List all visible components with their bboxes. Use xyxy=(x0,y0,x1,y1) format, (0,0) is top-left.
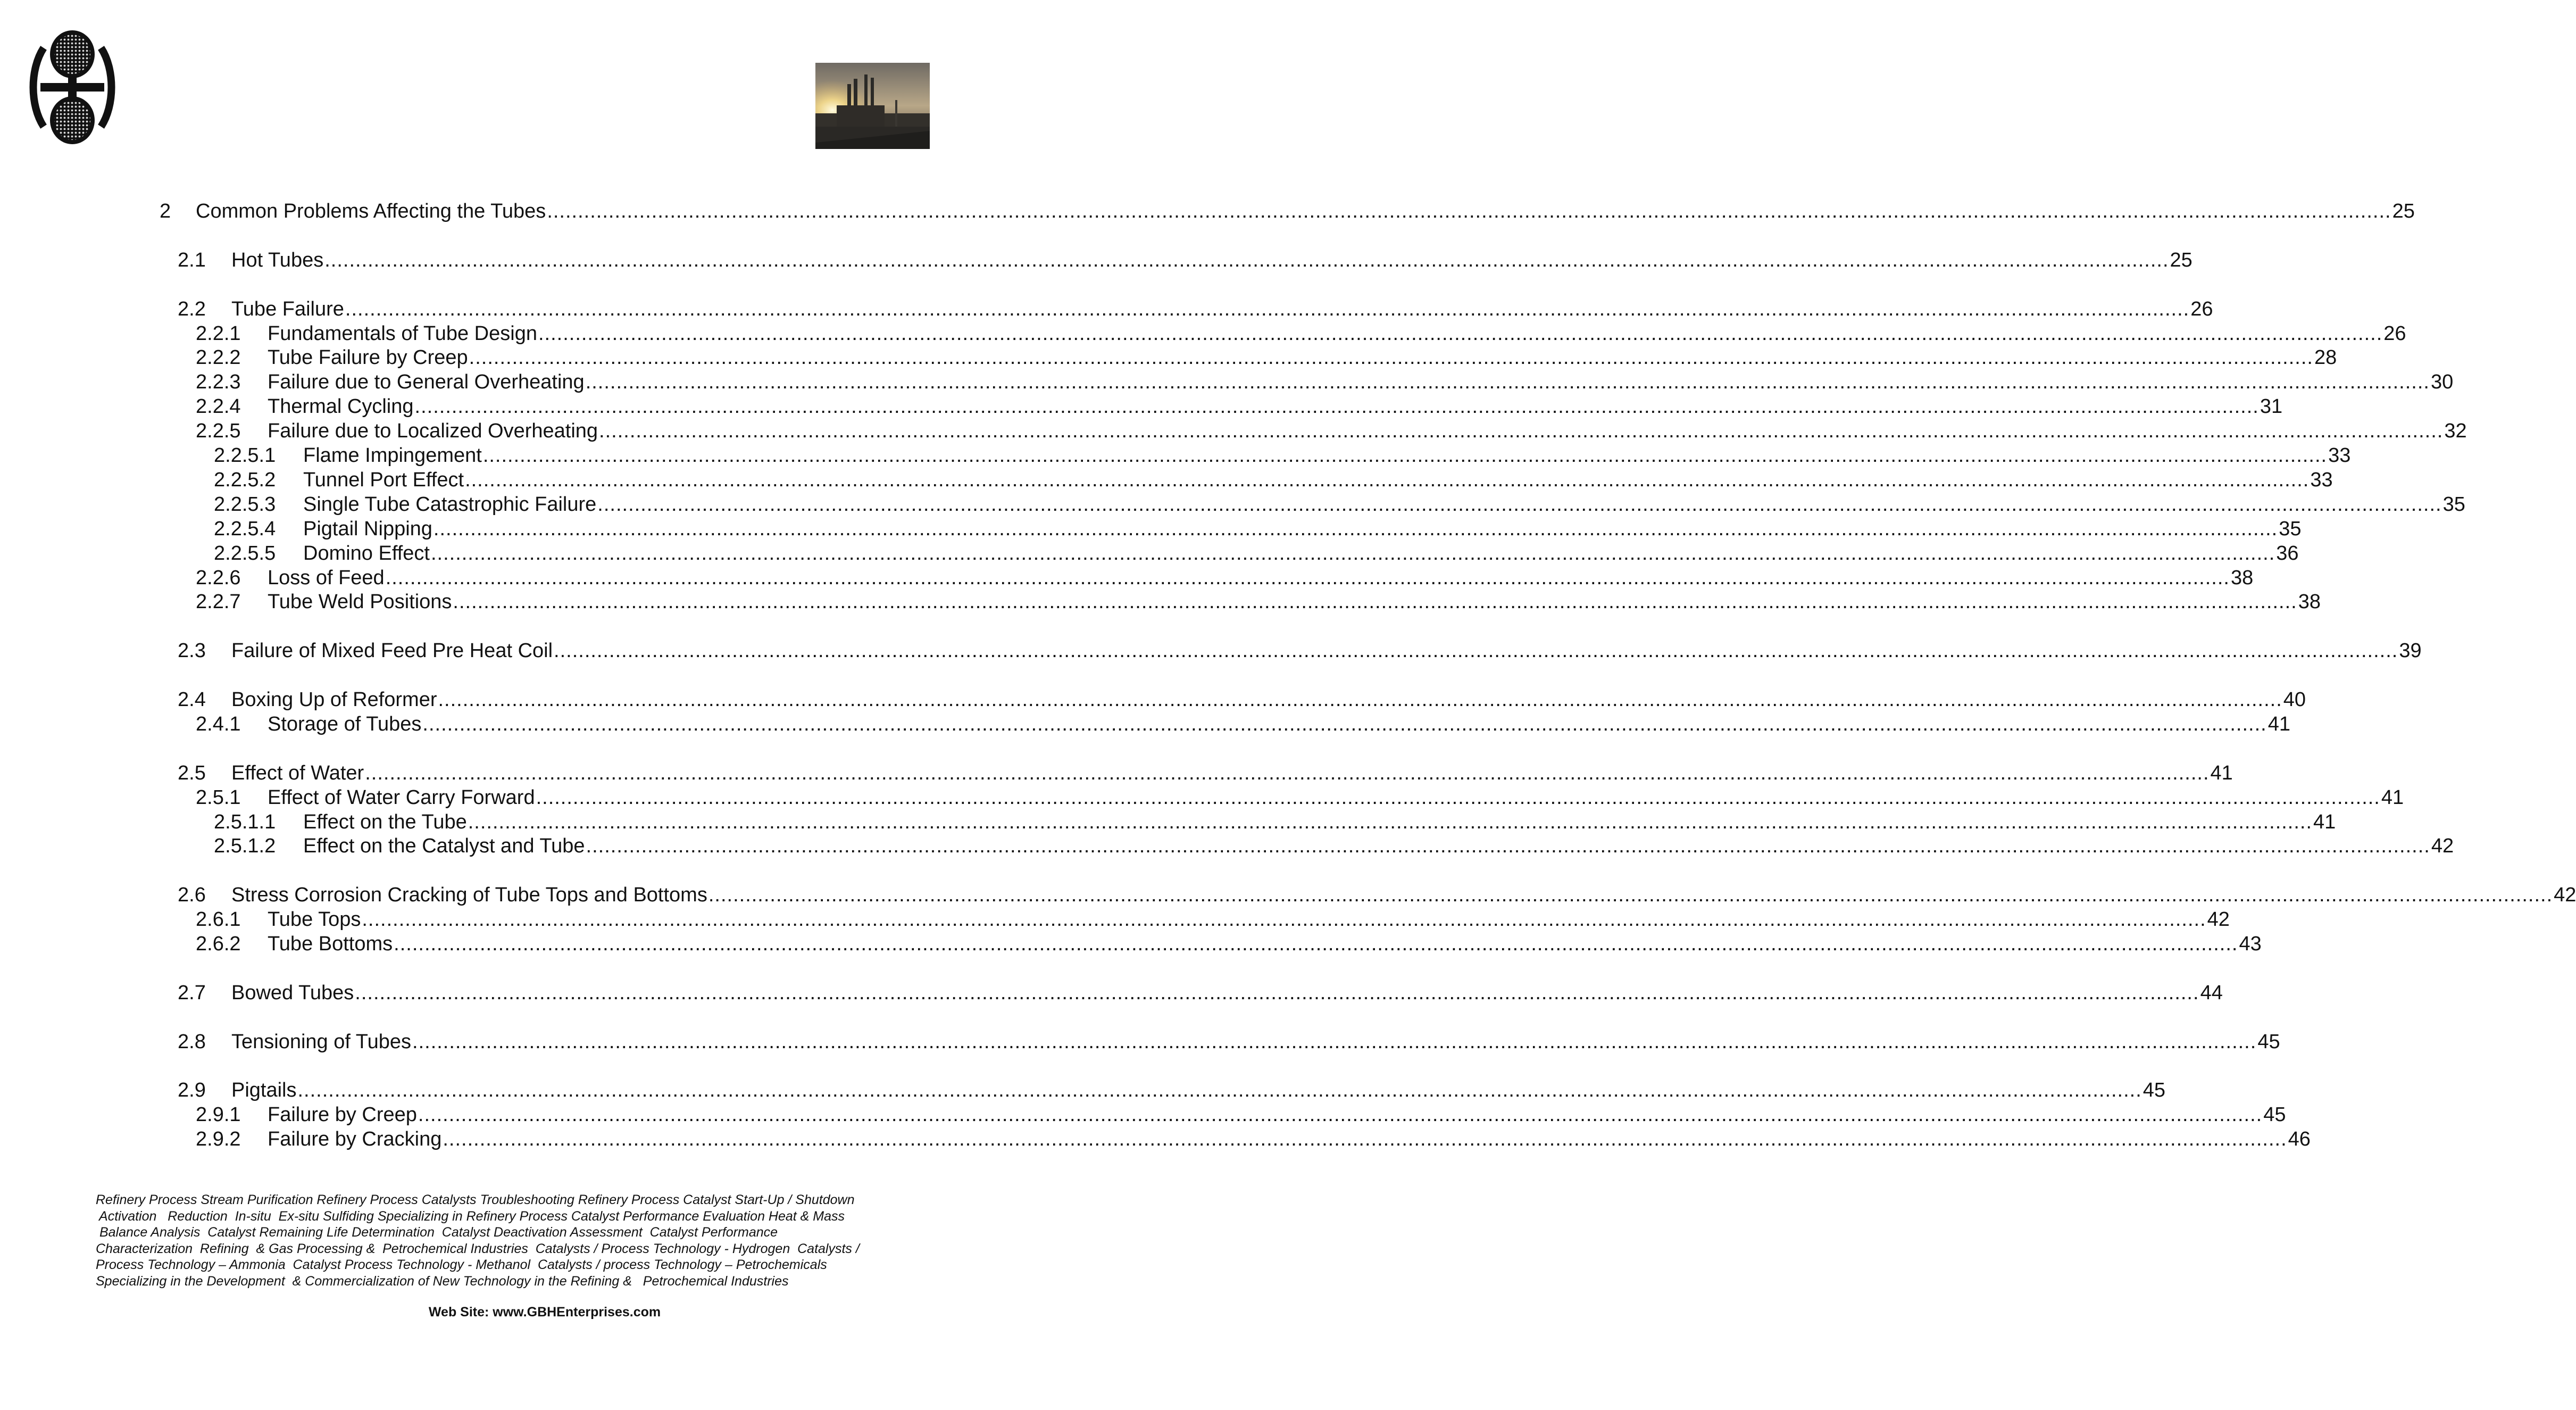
toc-entry-title: Effect of Water Carry Forward xyxy=(268,786,535,809)
toc-entry-page: 31 xyxy=(2260,395,2283,418)
toc-entry-number: 2.2 xyxy=(178,297,206,320)
toc-entry-page: 32 xyxy=(2444,420,2467,443)
toc-entry-number: 2.2.5 xyxy=(196,420,241,443)
toc-entry-title: Common Problems Affecting the Tubes xyxy=(196,200,546,222)
toc-entry-page: 28 xyxy=(2314,346,2337,369)
toc-dot-leader: ............................................................................................................................................................................................................................................................................................................ xyxy=(586,835,2430,858)
toc-dot-leader: ............................................................................................................................................................................................................................................................................................................ xyxy=(597,493,2442,516)
toc-entry-title: Pigtails xyxy=(231,1079,297,1102)
website-link[interactable]: Web Site: www.GBHEnterprises.com xyxy=(428,1305,661,1320)
toc-entry[interactable] xyxy=(196,1127,2311,1151)
toc-entry-page: 35 xyxy=(2279,517,2302,540)
toc-entry[interactable] xyxy=(196,321,2406,346)
toc-entry[interactable] xyxy=(214,468,2333,492)
footer-line: Balance Analysis Catalyst Remaining Life Determination Catalyst Deactivation Assessment Catalyst Performance xyxy=(96,1225,778,1240)
toc-entry[interactable] xyxy=(178,981,2223,1005)
toc-entry-page: 41 xyxy=(2210,761,2233,784)
toc-dot-leader: ............................................................................................................................................................................................................................................................................................................ xyxy=(438,689,2282,711)
toc-entry-title: Fundamentals of Tube Design xyxy=(268,322,537,345)
footer-line: Process Technology – Ammonia Catalyst Process Technology - Methanol Catalysts / process Technology – Petrochemicals xyxy=(96,1257,827,1272)
toc-dot-leader: ............................................................................................................................................................................................................................................................................................................ xyxy=(482,444,2328,467)
toc-entry-title: Thermal Cycling xyxy=(268,395,414,418)
toc-dot-leader: ............................................................................................................................................................................................................................................................................................................ xyxy=(365,761,2210,784)
toc-dot-leader: ............................................................................................................................................................................................................................................................................................................ xyxy=(538,322,2383,345)
toc-entry-page: 45 xyxy=(2143,1079,2166,1102)
toc-entry-page: 26 xyxy=(2190,297,2213,320)
toc-entry[interactable] xyxy=(196,345,2337,370)
toc-entry-title: Flame Impingement xyxy=(303,444,482,467)
toc-entry-title: Stress Corrosion Cracking of Tube Tops and Bottoms xyxy=(231,884,707,907)
toc-entry-page: 25 xyxy=(2392,200,2415,222)
toc-entry-page: 45 xyxy=(2263,1104,2286,1126)
toc-entry-number: 2.6 xyxy=(178,884,206,907)
toc-entry-number: 2 xyxy=(160,200,171,222)
toc-entry[interactable] xyxy=(178,687,2306,712)
toc-dot-leader: ............................................................................................................................................................................................................................................................................................................ xyxy=(385,566,2230,589)
toc-entry-number: 2.6.2 xyxy=(196,933,241,955)
toc-entry-number: 2.5.1.2 xyxy=(214,835,276,858)
toc-entry-number: 2.9.2 xyxy=(196,1128,241,1151)
toc-dot-leader: ............................................................................................................................................................................................................................................................................................................ xyxy=(345,297,2190,320)
toc-entry-title: Loss of Feed xyxy=(268,566,385,589)
toc-entry-title: Tube Bottoms xyxy=(268,933,393,955)
toc-dot-leader: ............................................................................................................................................................................................................................................................................................................ xyxy=(430,542,2275,565)
toc-entry-page: 25 xyxy=(2170,248,2192,271)
toc-entry-page: 42 xyxy=(2554,884,2576,907)
toc-dot-leader: ............................................................................................................................................................................................................................................................................................................ xyxy=(536,786,2380,809)
footer-line: Characterization Refining & Gas Processing & Petrochemical Industries Catalysts / Process Technology - Hydrogen Catalysts / xyxy=(96,1241,860,1256)
toc-entry-number: 2.2.6 xyxy=(196,566,241,589)
toc-entry-page: 38 xyxy=(2298,591,2321,613)
footer-line: Specializing in the Development & Commercialization of New Technology in the Refining & Petrochemical Industries xyxy=(96,1273,789,1289)
toc-entry-page: 41 xyxy=(2313,810,2336,833)
toc-entry-number: 2.2.7 xyxy=(196,591,241,613)
toc-entry[interactable] xyxy=(214,834,2454,858)
toc-entry-title: Pigtail Nipping xyxy=(303,517,432,540)
toc-entry-title: Hot Tubes xyxy=(231,248,324,271)
toc-entry-page: 46 xyxy=(2288,1128,2311,1151)
toc-entry-page: 42 xyxy=(2431,835,2454,858)
toc-entry-number: 2.5.1 xyxy=(196,786,241,809)
toc-entry-title: Tube Failure by Creep xyxy=(268,346,468,369)
toc-entry-title: Failure by Creep xyxy=(268,1104,417,1126)
toc-entry-title: Tube Tops xyxy=(268,908,361,931)
toc-entry-number: 2.2.3 xyxy=(196,371,241,394)
toc-dot-leader: ............................................................................................................................................................................................................................................................................................................ xyxy=(418,1104,2263,1126)
toc-entry-page: 45 xyxy=(2257,1030,2280,1053)
toc-dot-leader: ............................................................................................................................................................................................................................................................................................................ xyxy=(443,1128,2287,1151)
toc-entry-number: 2.6.1 xyxy=(196,908,241,931)
toc-entry[interactable] xyxy=(196,370,2454,394)
toc-entry-page: 36 xyxy=(2276,542,2299,565)
toc-entry-title: Storage of Tubes xyxy=(268,712,422,735)
toc-entry-page: 39 xyxy=(2399,640,2422,662)
toc-entry[interactable] xyxy=(196,907,2230,932)
toc-entry[interactable] xyxy=(160,199,2415,223)
toc-entry-title: Tensioning of Tubes xyxy=(231,1030,412,1053)
toc-dot-leader: ............................................................................................................................................................................................................................................................................................................ xyxy=(585,371,2430,394)
toc-entry-page: 26 xyxy=(2383,322,2406,345)
toc-entry-title: Effect of Water xyxy=(231,761,364,784)
toc-entry-number: 2.2.5.2 xyxy=(214,468,276,491)
toc-entry-number: 2.2.2 xyxy=(196,346,241,369)
toc-entry[interactable] xyxy=(178,761,2233,785)
toc-dot-leader: ............................................................................................................................................................................................................................................................................................................ xyxy=(324,248,2169,271)
toc-entry-page: 30 xyxy=(2430,371,2454,394)
toc-entry-page: 42 xyxy=(2207,908,2230,931)
toc-dot-leader: ............................................................................................................................................................................................................................................................................................................ xyxy=(469,346,2313,369)
toc-entry-title: Effect on the Tube xyxy=(303,810,467,833)
toc-entry[interactable] xyxy=(178,248,2192,272)
toc-entry-page: 33 xyxy=(2310,468,2333,491)
toc-entry[interactable] xyxy=(178,297,2213,321)
toc-entry-title: Boxing Up of Reformer xyxy=(231,689,437,711)
toc-entry[interactable] xyxy=(196,932,2262,956)
toc-entry-number: 2.9.1 xyxy=(196,1104,241,1126)
toc-entry-number: 2.3 xyxy=(178,640,206,662)
toc-entry-title: Tube Weld Positions xyxy=(268,591,452,613)
toc-entry[interactable] xyxy=(196,712,2290,736)
footer-line: Activation Reduction In-situ Ex-situ Sulfiding Specializing in Refinery Process Catalyst Performance Evaluation Heat & Mass xyxy=(96,1208,845,1224)
toc-entry-title: Failure by Cracking xyxy=(268,1128,442,1151)
toc-entry-page: 38 xyxy=(2230,566,2254,589)
toc-entry-title: Failure of Mixed Feed Pre Heat Coil xyxy=(231,640,553,662)
toc-dot-leader: ............................................................................................................................................................................................................................................................................................................ xyxy=(412,1030,2257,1053)
toc-dot-leader: ............................................................................................................................................................................................................................................................................................................ xyxy=(554,640,2398,662)
toc-entry-page: 43 xyxy=(2239,933,2262,955)
toc-entry[interactable] xyxy=(214,443,2351,468)
toc-entry[interactable] xyxy=(214,541,2299,566)
toc-dot-leader: ............................................................................................................................................................................................................................................................................................................ xyxy=(355,981,2199,1004)
toc-entry-number: 2.5 xyxy=(178,761,206,784)
toc-entry-number: 2.4.1 xyxy=(196,712,241,735)
toc-dot-leader: ............................................................................................................................................................................................................................................................................................................ xyxy=(394,933,2238,955)
toc-entry-page: 33 xyxy=(2328,444,2351,467)
toc-entry[interactable] xyxy=(178,638,2422,663)
toc-dot-leader: ............................................................................................................................................................................................................................................................................................................ xyxy=(547,200,2391,222)
toc-entry-number: 2.5.1.1 xyxy=(214,810,276,833)
footer-line: Refinery Process Stream Purification Refinery Process Catalysts Troubleshooting Refinery Process Catalyst Start-Up / Shutdown xyxy=(96,1192,855,1207)
toc-dot-leader: ............................................................................................................................................................................................................................................................................................................ xyxy=(414,395,2259,418)
toc-entry-page: 35 xyxy=(2442,493,2465,516)
toc-entry[interactable] xyxy=(214,492,2465,517)
toc-dot-leader: ............................................................................................................................................................................................................................................................................................................ xyxy=(468,810,2313,833)
toc-entry-title: Effect on the Catalyst and Tube xyxy=(303,835,585,858)
toc-dot-leader: ............................................................................................................................................................................................................................................................................................................ xyxy=(362,908,2206,931)
toc-entry-title: Failure due to General Overheating xyxy=(268,371,585,394)
toc-entry-page: 41 xyxy=(2267,712,2290,735)
toc-dot-leader: ............................................................................................................................................................................................................................................................................................................ xyxy=(453,591,2297,613)
toc-entry-number: 2.2.5.5 xyxy=(214,542,276,565)
toc-dot-leader: ............................................................................................................................................................................................................................................................................................................ xyxy=(708,884,2553,907)
toc-dot-leader: ............................................................................................................................................................................................................................................................................................................ xyxy=(599,420,2444,443)
toc-entry-number: 2.2.5.4 xyxy=(214,517,276,540)
toc-entry-title: Single Tube Catastrophic Failure xyxy=(303,493,597,516)
toc-entry[interactable] xyxy=(178,883,2576,907)
toc-dot-leader: ............................................................................................................................................................................................................................................................................................................ xyxy=(433,517,2278,540)
toc-entry[interactable] xyxy=(214,810,2336,834)
toc-entry[interactable] xyxy=(196,590,2321,614)
toc-entry-title: Bowed Tubes xyxy=(231,981,354,1004)
toc-entry[interactable] xyxy=(196,394,2283,419)
toc-entry-page: 40 xyxy=(2283,689,2306,711)
toc-entry-title: Failure due to Localized Overheating xyxy=(268,420,598,443)
toc-entry-number: 2.1 xyxy=(178,248,206,271)
toc-entry[interactable] xyxy=(178,1030,2280,1054)
toc-dot-leader: ............................................................................................................................................................................................................................................................................................................ xyxy=(297,1079,2142,1102)
footer-description xyxy=(96,1192,926,1289)
toc-entry[interactable] xyxy=(214,517,2302,541)
toc-entry-title: Domino Effect xyxy=(303,542,430,565)
toc-entry-number: 2.2.1 xyxy=(196,322,241,345)
toc-entry-page: 41 xyxy=(2381,786,2404,809)
toc-entry[interactable] xyxy=(178,1078,2166,1102)
toc-entry[interactable] xyxy=(196,1102,2286,1127)
toc-entry-number: 2.2.5.1 xyxy=(214,444,276,467)
toc-entry-title: Tunnel Port Effect xyxy=(303,468,464,491)
toc-entry-number: 2.2.4 xyxy=(196,395,241,418)
toc-entry[interactable] xyxy=(196,419,2467,443)
toc-entry-number: 2.7 xyxy=(178,981,206,1004)
toc-entry-number: 2.8 xyxy=(178,1030,206,1053)
toc-entry[interactable] xyxy=(196,566,2254,590)
toc-dot-leader: ............................................................................................................................................................................................................................................................................................................ xyxy=(422,712,2267,735)
toc-entry-number: 2.9 xyxy=(178,1079,206,1102)
toc-dot-leader: ............................................................................................................................................................................................................................................................................................................ xyxy=(465,468,2310,491)
toc-entry-number: 2.4 xyxy=(178,689,206,711)
toc-entry-page: 44 xyxy=(2200,981,2223,1004)
toc-entry-number: 2.2.5.3 xyxy=(214,493,276,516)
toc-entry[interactable] xyxy=(196,785,2404,810)
toc-entry-title: Tube Failure xyxy=(231,297,344,320)
